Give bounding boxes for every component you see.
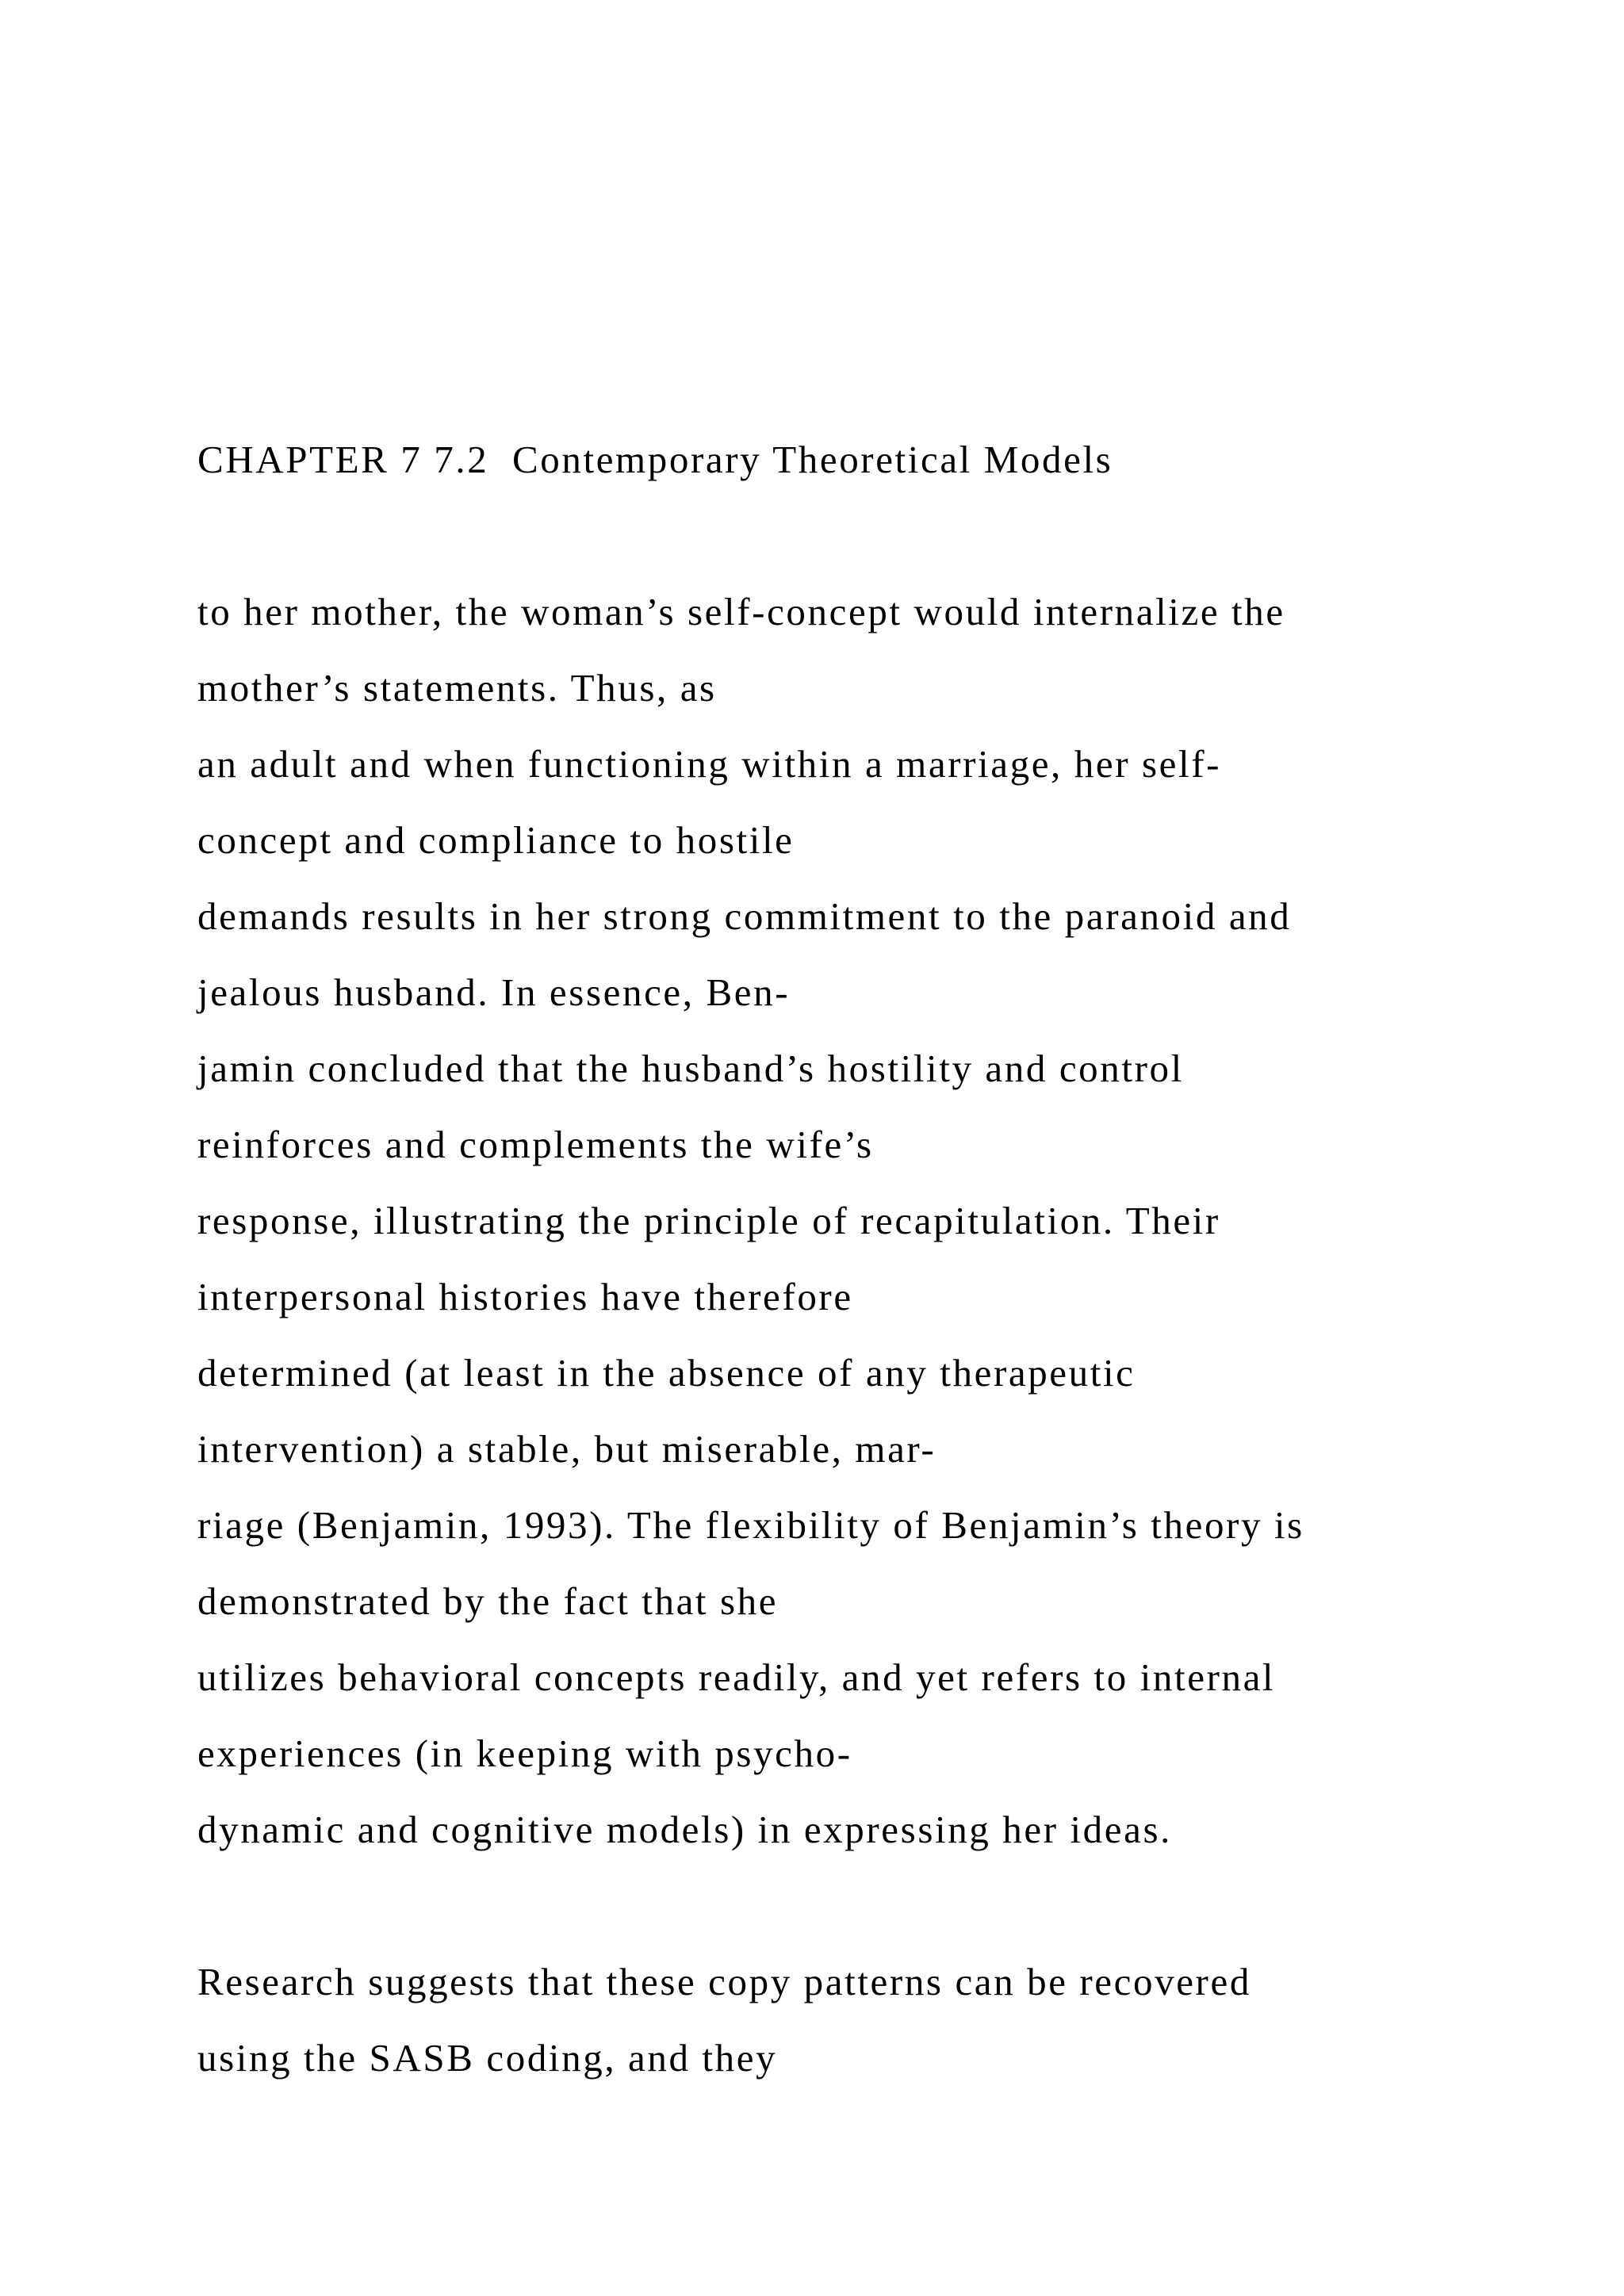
text-line: riage (Benjamin, 1993). The flexibility of Benjamin’s theory is: [197, 1503, 1304, 1547]
text-line: using the SASB coding, and they: [197, 2036, 778, 2080]
text-line: demands results in her strong commitment to the paranoid and: [197, 894, 1292, 938]
text-line: demonstrated by the fact that she: [197, 1579, 779, 1623]
text-line: mother’s statements. Thus, as: [197, 666, 717, 710]
text-line: response, illustrating the principle of recapitulation. Their: [197, 1199, 1220, 1242]
text-line: interpersonal histories have therefore: [197, 1275, 853, 1318]
text-line: experiences (in keeping with psycho-: [197, 1732, 852, 1775]
chapter-heading: CHAPTER 7 7.2 Contemporary Theoretical Models: [197, 438, 1113, 481]
text-line: to her mother, the woman’s self-concept would internalize the: [197, 590, 1285, 633]
text-line: Research suggests that these copy patterns can be recovered: [197, 1960, 1251, 2003]
text-line: determined (at least in the absence of any therapeutic: [197, 1351, 1136, 1395]
text-line: utilizes behavioral concepts readily, and yet refers to internal: [197, 1655, 1276, 1699]
text-line: jamin concluded that the husband’s hostility and control: [197, 1047, 1184, 1090]
text-line: intervention) a stable, but miserable, mar-: [197, 1427, 936, 1471]
text-line: an adult and when functioning within a marriage, her self-: [197, 742, 1222, 786]
text-line: dynamic and cognitive models) in expressing her ideas.: [197, 1808, 1172, 1851]
text-line: reinforces and complements the wife’s: [197, 1123, 874, 1166]
text-line: jealous husband. In essence, Ben-: [197, 970, 791, 1014]
text-line: concept and compliance to hostile: [197, 818, 795, 862]
